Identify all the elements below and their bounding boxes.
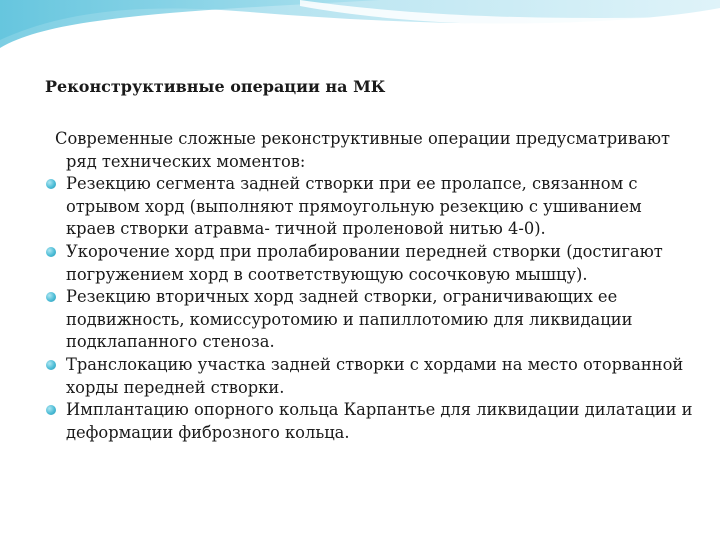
circle-bullet-icon [46, 292, 56, 302]
list-item [44, 241, 694, 286]
bullet-list [44, 173, 694, 444]
circle-bullet-icon [46, 405, 56, 415]
header-wave-decoration [0, 0, 720, 60]
circle-bullet-icon [46, 179, 56, 189]
list-item-text: Укорочение хорд при пролабировании передней створки (достигают погружением хорд в соответствующую сосочковую мышцу). [66, 241, 663, 284]
list-item-text: Транслокацию участка задней створки с хордами на место оторванной хорды передней створки. [66, 354, 684, 397]
list-item-text: Резекцию сегмента задней створки при ее пролапсе, связанном с отрывом хорд (выполняют прямоугольную резекцию с ушиванием краев створки атравма- тичной проленовой нитью 4-0). [66, 174, 642, 239]
slide-body [44, 128, 694, 444]
list-item [44, 399, 694, 444]
circle-bullet-icon [46, 247, 56, 257]
circle-bullet-icon [46, 360, 56, 370]
list-item [44, 173, 694, 241]
list-item [44, 354, 694, 399]
slide-title: Реконструктивные операции на МК [45, 77, 386, 96]
intro-text: Современные сложные реконструктивные операции предусматривают ряд технических моментов: [55, 129, 671, 171]
list-item [44, 286, 694, 354]
list-item-text: Имплантацию опорного кольца Карпантье для ликвидации дилатации и деформации фиброзного кольца. [66, 400, 693, 442]
list-item-text: Резекцию вторичных хорд задней створки, ограничивающих ее подвижность, комиссуротомию и папиллотомию для ликвидации подклапанного стеноза. [66, 287, 633, 352]
